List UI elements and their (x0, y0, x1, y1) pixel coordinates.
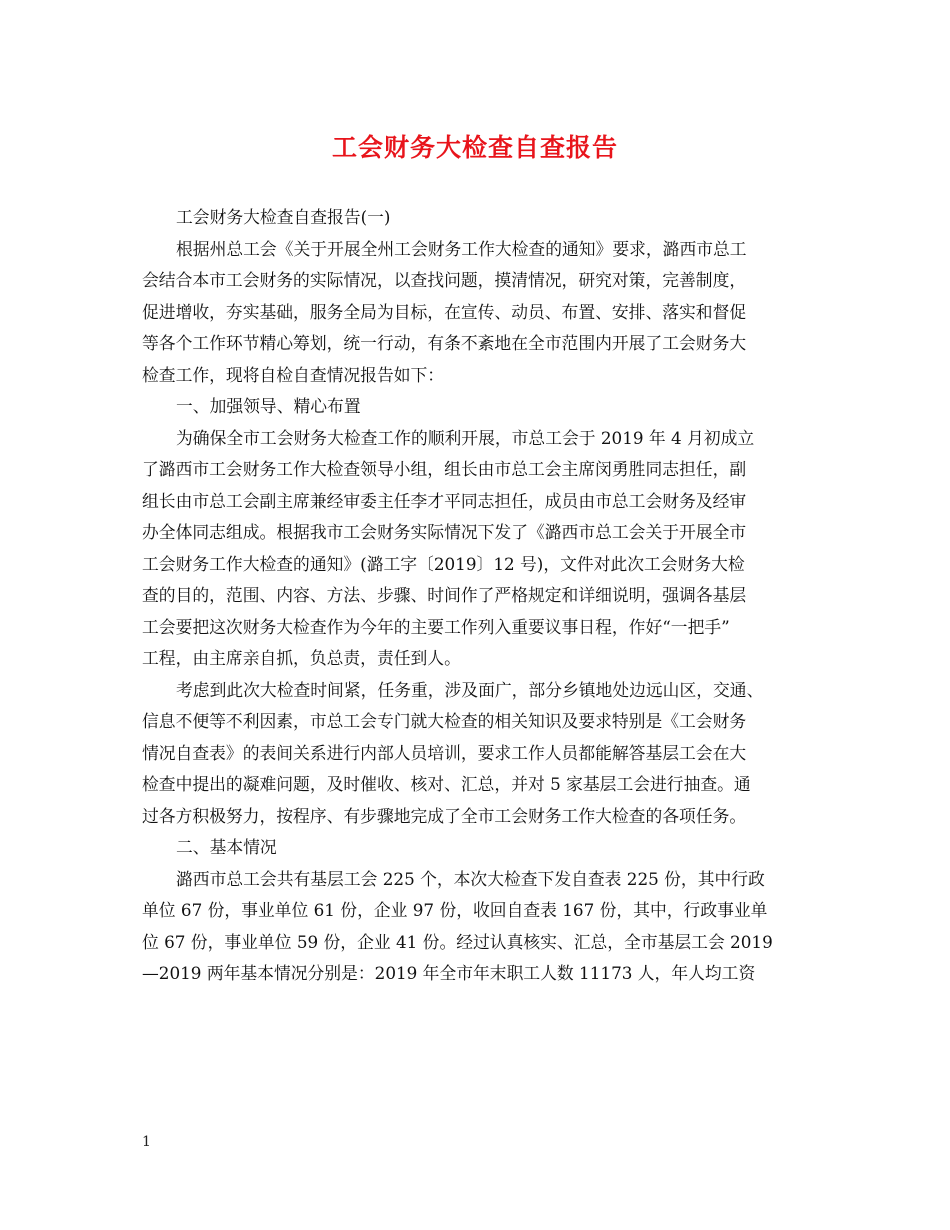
paragraph-line: 情况自查表》的表间关系进行内部人员培训，要求工作人员都能解答基层工会在大 (142, 742, 747, 763)
paragraph-line: 会结合本市工会财务的实际情况，以查找问题，摸清情况，研究对策，完善制度， (142, 270, 747, 290)
paragraph-line: 组长由市总工会副主席兼经审委主任李才平同志担任，成员由市总工会财务及经审 (142, 490, 747, 511)
paragraph-line: 潞西市总工会共有基层工会 225 个，本次大检查下发自查表 225 份，其中行政 (176, 868, 765, 889)
paragraph-line: 根据州总工会《关于开展全州工会财务工作大检查的通知》要求，潞西市总工 (176, 238, 747, 259)
paragraph-line: 了潞西市工会财务工作大检查领导小组，组长由市总工会主席闵勇胜同志担任，副 (142, 459, 747, 479)
paragraph-line: 促进增收，夯实基础，服务全局为目标，在宣传、动员、布置、安排、落实和督促 (142, 301, 747, 322)
paragraph-line: 查的目的，范围、内容、方法、步骤、时间作了严格规定和详细说明，强调各基层 (142, 585, 747, 605)
section-heading: 二、基本情况 (176, 837, 277, 857)
paragraph-line: 信息不便等不利因素，市总工会专门就大检查的相关知识及要求特别是《工会财务 (142, 711, 747, 731)
paragraph-line: 工会财务工作大检查的通知》(潞工字〔2019〕12 号)，文件对此次工会财务大检 (142, 553, 745, 574)
paragraph-line: 工程，由主席亲自抓，负总责，责任到人。 (142, 648, 461, 668)
paragraph-line: 考虑到此次大检查时间紧，任务重，涉及面广，部分乡镇地处边远山区，交通、 (176, 679, 764, 700)
paragraph-line: 办全体同志组成。根据我市工会财务实际情况下发了《潞西市总工会关于开展全市 (142, 522, 747, 542)
section-heading: 一、加强领导、精心布置 (176, 396, 361, 416)
paragraph-line: —2019 两年基本情况分别是：2019 年全市年末职工人数 11173 人，年人均工资 (142, 963, 756, 983)
paragraph-line: 检查工作，现将自检自查情况报告如下： (142, 364, 445, 385)
page-number: 1 (142, 1134, 151, 1150)
document-body (142, 202, 816, 990)
paragraph-line: 单位 67 份，事业单位 61 份，企业 97 份，收回自查表 167 份，其中，行政事业单 (142, 900, 768, 920)
document-title: 工会财务大检查自查报告 (331, 133, 618, 162)
section-heading: 工会财务大检查自查报告(一) (176, 207, 391, 227)
paragraph-line: 位 67 份，事业单位 59 份，企业 41 份。经过认真核实、汇总，全市基层工会 2019 (142, 931, 773, 952)
paragraph-line: 工会要把这次财务大检查作为今年的主要工作列入重要议事日程，作好“一把手” (142, 616, 730, 637)
paragraph-line: 为确保全市工会财务大检查工作的顺利开展，市总工会于 2019 年 4 月初成立 (176, 427, 755, 448)
paragraph-line: 过各方积极努力，按程序、有步骤地完成了全市工会财务工作大检查的各项任务。 (142, 805, 747, 826)
paragraph-line: 等各个工作环节精心筹划，统一行动，有条不紊地在全市范围内开展了工会财务大 (142, 333, 747, 353)
paragraph-line: 检查中提出的凝难问题，及时催收、核对、汇总，并对 5 家基层工会进行抽查。通 (142, 774, 751, 794)
